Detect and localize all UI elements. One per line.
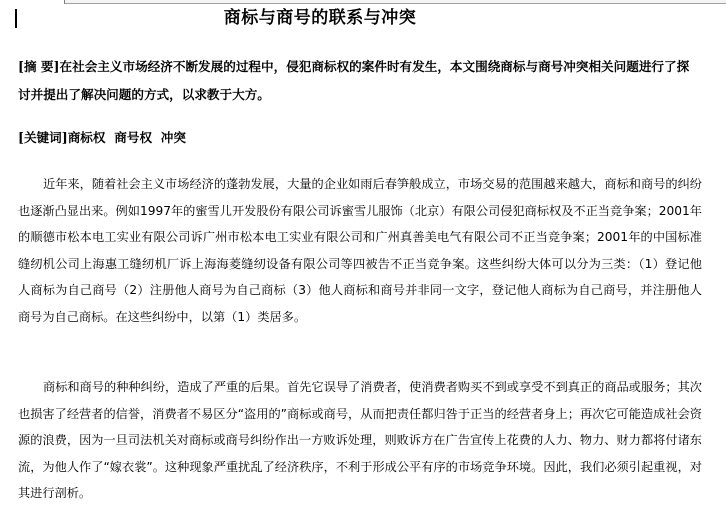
abstract-paragraph	[18, 53, 698, 109]
keywords-label: [关键词]	[18, 130, 68, 145]
body-paragraph-2: 商标和商号的种种纠纷，造成了严重的后果。首先它误导了消费者，使消费者购买不到或享受不到真正的商品或服务；其次也损害了经营者的信誉，消费者不易区分“盗用的”商标或商号，从而把责任都归咎于正当的经营者身上；再次它可能造成社会资源的浪费，因为一旦司法机关对商标或商号纠纷作出一方败诉处理，则败诉方在广告宣传上花费的人力、物力、财力都将付诸东流，为他人作了“嫁衣裳”。这种现象严重扰乱了经济秩序，不利于形成公平有序的市场竞争环境。因此，我们必须引起重视，对其进行剖析。	[18, 380, 702, 500]
document-title: 商标与商号的联系与冲突	[223, 8, 417, 28]
keywords-text: 商标权 商号权 冲突	[67, 130, 186, 145]
page-top-edge	[64, 0, 726, 4]
body-paragraph-1: 近年来，随着社会主义市场经济的蓬勃发展，大量的企业如雨后春笋般成立，市场交易的范围越来越大，商标和商号的纠纷也逐渐凸显出来。例如1997年的蜜雪儿开发股份有限公司诉蜜雪儿服饰（北京）有限公司侵犯商标权及不正当竞争案；2001年的顺德市松本电工实业有限公司诉广州市松本电工实业有限公司和广州真善美电气有限公司不正当竞争案；2001年的中国标准缝纫机公司上海惠工缝纫机厂诉上海海菱缝纫设备有限公司等四被告不正当竞争案。这些纠纷大体可以分为三类：（1）登记他人商标为自己商号（2）注册他人商号为自己商标（3）他人商标和商号并非同一文字，登记他人商标为自己商号，并注册他人商号为自己商标。在这些纠纷中，以第（1）类居多。	[18, 177, 702, 324]
abstract-label: [摘 要]	[18, 59, 60, 74]
abstract-text: 在社会主义市场经济不断发展的过程中，侵犯商标权的案件时有发生，本文围绕商标与商号冲突相关问题进行了探讨并提出了解决问题的方式，以求教于大方。	[18, 59, 690, 102]
keywords-paragraph	[18, 124, 698, 152]
